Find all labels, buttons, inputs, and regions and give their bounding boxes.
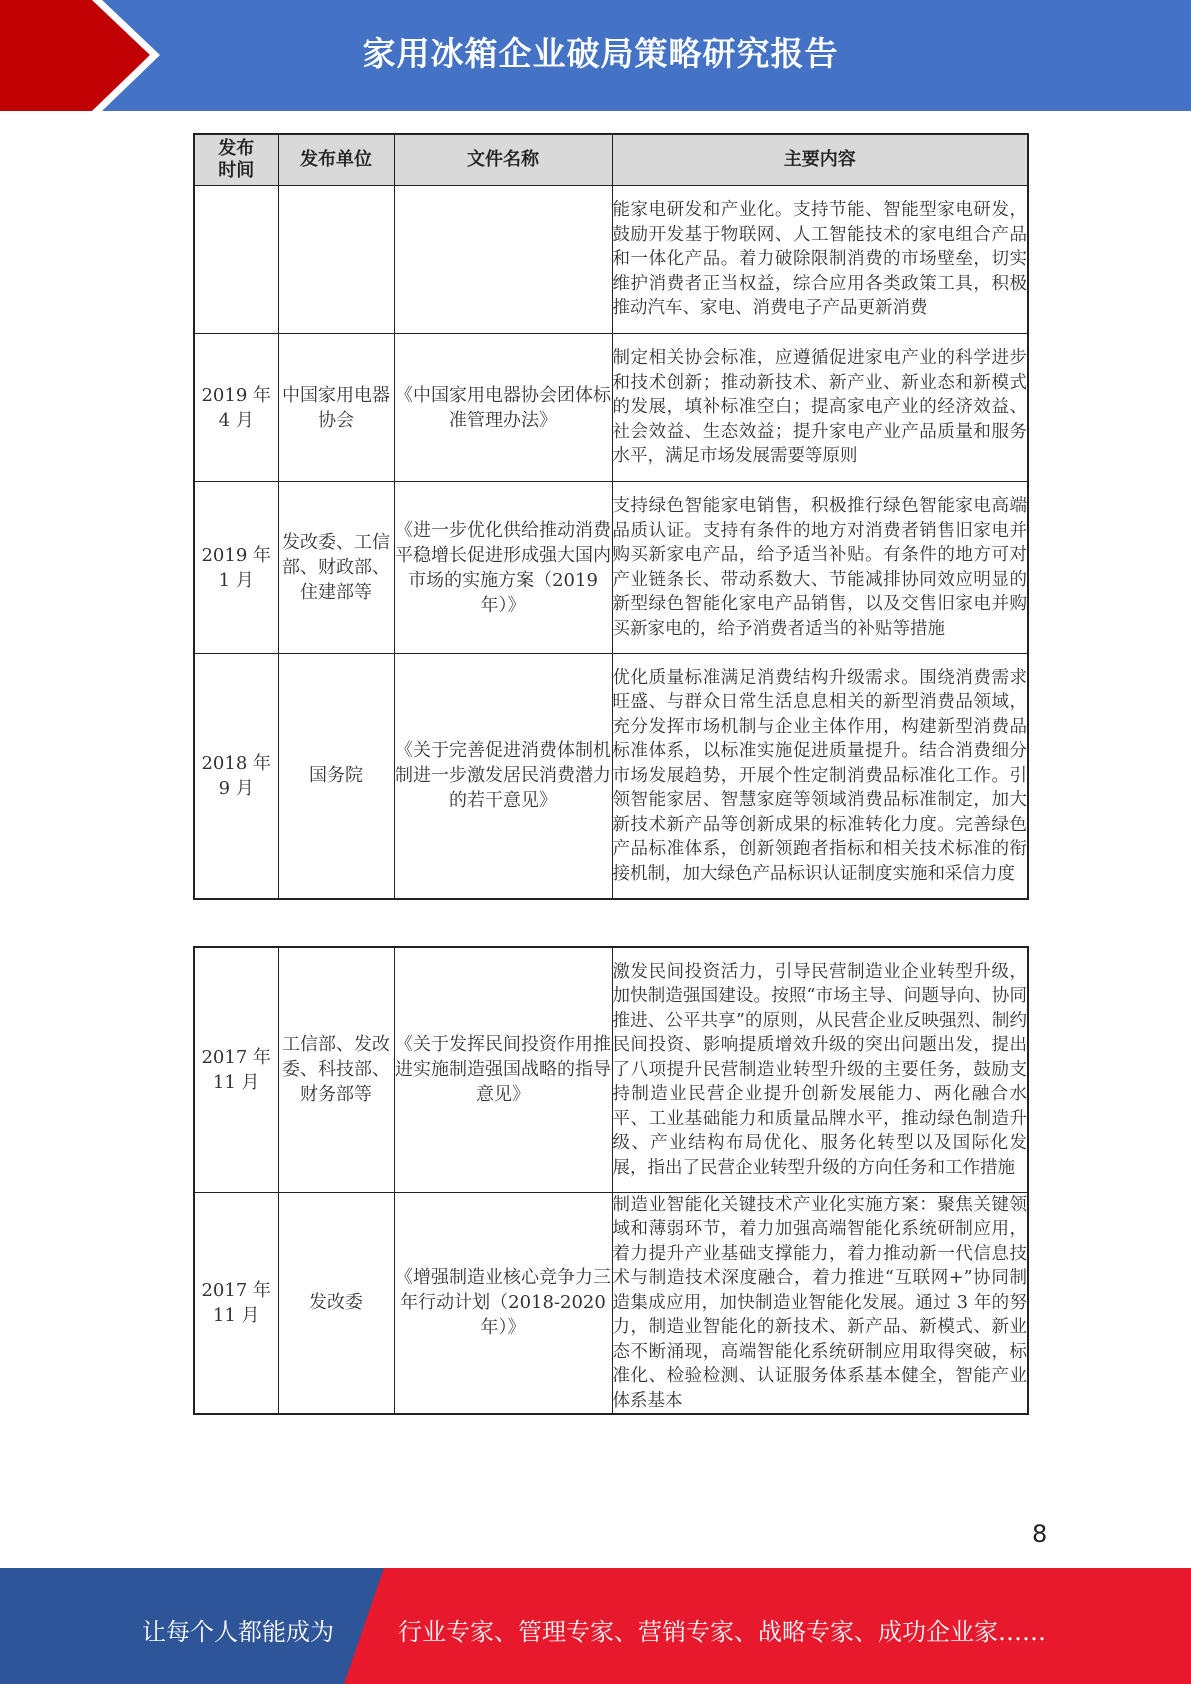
table-row <box>194 186 1028 334</box>
cell-date: 2019 年 1 月 <box>194 482 278 654</box>
cell-issuer <box>278 186 394 334</box>
cell-document: 《中国家用电器协会团体标准管理办法》 <box>394 334 612 482</box>
cell-content: 制定相关协会标准，应遵循促进家电产业的科学进步和技术创新；推动新技术、新产业、新业态和新模式的发展，填补标准空白；提高家电产业的经济效益、社会效益、生态效益；提升家电产业产品质量和服务水平，满足市场发展需要等原则 <box>612 334 1028 482</box>
cell-document: 《关于发挥民间投资作用推进实施制造强国战略的指导意见》 <box>394 947 612 1192</box>
footer-slogan-left: 让每个人都能成为 <box>142 1618 334 1646</box>
cell-document <box>394 186 612 334</box>
cell-date <box>194 186 278 334</box>
cell-content: 能家电研发和产业化。支持节能、智能型家电研发，鼓励开发基于物联网、人工智能技术的家电组合产品和一体化产品。着力破除限制消费的市场壁垒，切实维护消费者正当权益，综合应用各类政策工具，积极推动汽车、家电、消费电子产品更新消费 <box>612 186 1028 334</box>
page-number: 8 <box>1032 1520 1048 1548</box>
table-row <box>194 334 1028 482</box>
page-footer <box>0 1568 1191 1684</box>
report-title: 家用冰箱企业破局策略研究报告 <box>362 34 839 73</box>
cell-issuer: 中国家用电器协会 <box>278 334 394 482</box>
col-header-date-label: 发布 时间 <box>218 138 255 181</box>
cell-issuer: 国务院 <box>278 654 394 899</box>
policy-table-part-1 <box>193 133 1029 900</box>
cell-date: 2017 年 11 月 <box>194 1192 278 1414</box>
table-row <box>194 947 1028 1192</box>
table-row <box>194 654 1028 899</box>
cell-document: 《关于完善促进消费体制机制进一步激发居民消费潜力的若干意见》 <box>394 654 612 899</box>
policy-table-part-2 <box>193 946 1029 1415</box>
cell-date: 2017 年 11 月 <box>194 947 278 1192</box>
table-header-row <box>194 134 1028 186</box>
cell-content: 支持绿色智能家电销售，积极推行绿色智能家电高端品质认证。支持有条件的地方对消费者销售旧家电并购买新家电产品，给予适当补贴。有条件的地方可对产业链条长、带动系数大、节能减排协同效应明显的新型绿色智能化家电产品销售，以及交售旧家电并购买新家电的，给予消费者适当的补贴等措施 <box>612 482 1028 654</box>
page-header <box>0 0 1191 111</box>
table-row <box>194 1192 1028 1414</box>
cell-document: 《进一步优化供给推动消费平稳增长促进形成强大国内市场的实施方案（2019 年）》 <box>394 482 612 654</box>
cell-issuer: 发改委、工信部、财政部、住建部等 <box>278 482 394 654</box>
cell-issuer: 发改委 <box>278 1192 394 1414</box>
col-header-document: 文件名称 <box>394 134 612 186</box>
cell-issuer: 工信部、发改委、科技部、财务部等 <box>278 947 394 1192</box>
col-header-content: 主要内容 <box>612 134 1028 186</box>
cell-content: 制造业智能化关键技术产业化实施方案：聚焦关键领域和薄弱环节，着力加强高端智能化系统研制应用，着力提升产业基础支撑能力，着力推动新一代信息技术与制造技术深度融合，着力推进“互联网+”协同制造集成应用，加快制造业智能化发展。通过 3 年的努力，制造业智能化的新技术、新产品、新模式、新业态不断涌现，高端智能化系统研制应用取得突破，标准化、检验检测、认证服务体系基本健全，智能产业体系基本 <box>612 1192 1028 1414</box>
col-header-issuer: 发布单位 <box>278 134 394 186</box>
footer-slogan-right: 行业专家、管理专家、营销专家、战略专家、成功企业家…… <box>398 1618 1046 1646</box>
table-row <box>194 482 1028 654</box>
cell-date: 2019 年 4 月 <box>194 334 278 482</box>
cell-document: 《增强制造业核心竞争力三年行动计划（2018-2020 年）》 <box>394 1192 612 1414</box>
cell-date: 2018 年 9 月 <box>194 654 278 899</box>
cell-content: 优化质量标准满足消费结构升级需求。围绕消费需求旺盛、与群众日常生活息息相关的新型消费品领域，充分发挥市场机制与企业主体作用，构建新型消费品标准体系，以标准实施促进质量提升。结合消费细分市场发展趋势，开展个性定制消费品标准化工作。引领智能家居、智慧家庭等领域消费品标准制定，加大新技术新产品等创新成果的标准转化力度。完善绿色产品标准体系，创新领跑者指标和相关技术标准的衔接机制，加大绿色产品标识认证制度实施和采信力度 <box>612 654 1028 899</box>
col-header-date <box>194 134 278 186</box>
cell-content: 激发民间投资活力，引导民营制造业企业转型升级，加快制造强国建设。按照“市场主导、问题导向、协同推进、公平共享”的原则，从民营企业反映强烈、制约民间投资、影响提质增效升级的突出问题出发，提出了八项提升民营制造业转型升级的主要任务，鼓励支持制造业民营企业提升创新发展能力、两化融合水平、工业基础能力和质量品牌水平，推动绿色制造升级、产业结构布局优化、服务化转型以及国际化发展，指出了民营企业转型升级的方向任务和工作措施 <box>612 947 1028 1192</box>
